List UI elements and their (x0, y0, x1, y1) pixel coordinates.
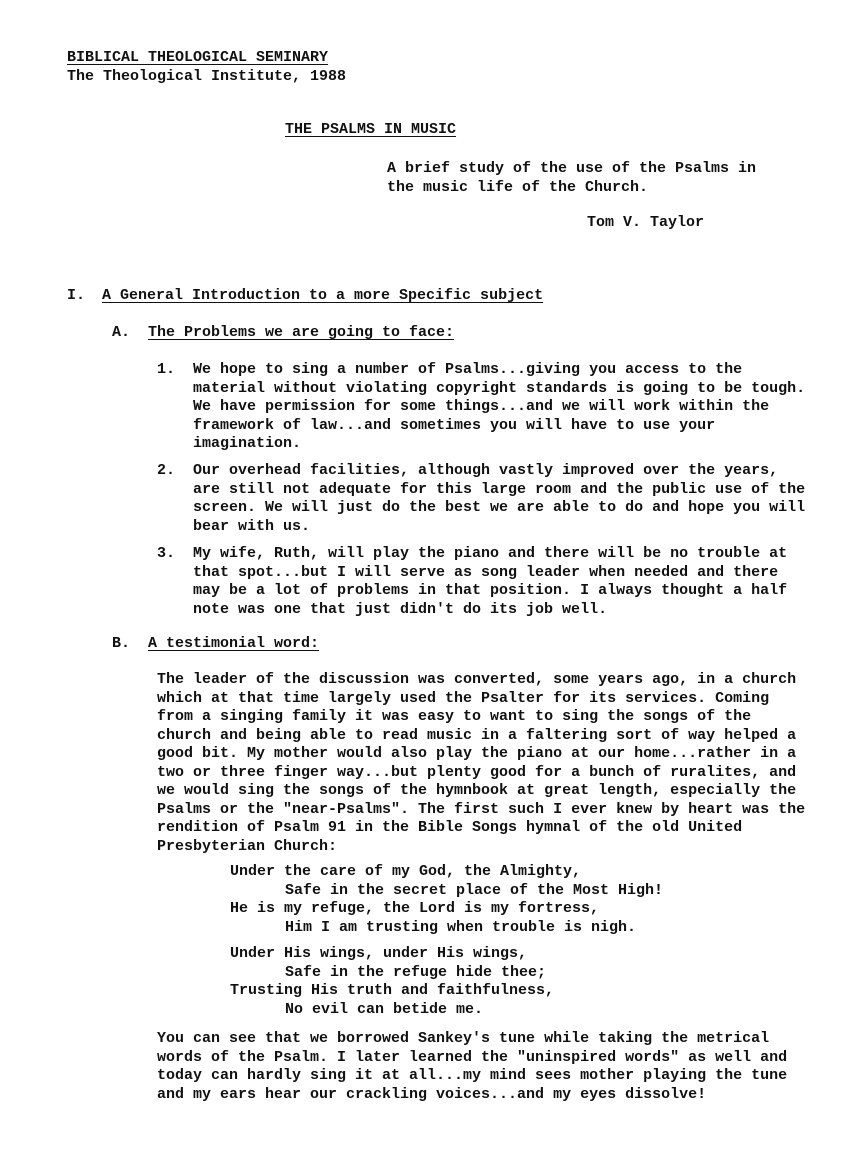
problem-item-2 (157, 462, 807, 536)
section-b-number: B. (112, 635, 131, 652)
item-number: 3. (157, 545, 176, 562)
author-name: Tom V. Taylor (587, 214, 705, 231)
section-1-number: I. (67, 287, 86, 304)
seminary-name: BIBLICAL THEOLOGICAL SEMINARY (67, 49, 329, 66)
verse-line: Safe in the refuge hide thee; (285, 963, 547, 981)
item-text: My wife, Ruth, will play the piano and there will be no trouble at that spot...but I will serve as song leader when needed and there may be a lot of problems in that position. I always thought a half note was one that just didn't do its job well. (193, 545, 788, 618)
verse-line: Under the care of my God, the Almighty, (230, 863, 582, 880)
section-a-number: A. (112, 324, 131, 341)
item-text: Our overhead facilities, although vastly improved over the years, are still not adequate for this large room and the public use of the screen. We will just do the best we are able to do and hope you will bear with us. (193, 462, 806, 535)
document-subtitle: A brief study of the use of the Psalms in the music life of the Church. (387, 160, 757, 196)
verse-line: Him I am trusting when trouble is nigh. (285, 918, 637, 936)
problem-item-3 (157, 545, 807, 619)
verse-line: No evil can betide me. (285, 1000, 484, 1018)
closing-paragraph: You can see that we borrowed Sankey's tune while taking the metrical words of the Psalm. I later learned the "uninspired words" as well and today can hardly sing it at all...my mind sees mother playing the tune and my ears hear our crackling voices...and my eyes dissolve! (157, 1030, 788, 1103)
section-b-label: A testimonial word: (148, 635, 320, 652)
item-number: 2. (157, 462, 176, 479)
institute-line: The Theological Institute, 1988 (67, 67, 347, 85)
psalm-91-verse (230, 863, 663, 1019)
item-text: We hope to sing a number of Psalms...giving you access to the material without violating copyright standards is going to be tough. We have permission for some things...and we will work within the framework of law...and sometimes you will have to use your imagination. (193, 361, 806, 452)
verse-line: Under His wings, under His wings, (230, 945, 528, 962)
verse-line: Safe in the secret place of the Most High! (285, 881, 664, 899)
section-a-label: The Problems we are going to face: (148, 324, 455, 341)
document-header (67, 49, 346, 86)
section-1-label: A General Introduction to a more Specific subject (102, 287, 544, 304)
testimonial-paragraph: The leader of the discussion was converted, some years ago, in a church which at that time largely used the Psalter for its services. Coming from a singing family it was easy to want to sing the songs of the church and being able to read music in a faltering sort of way helped a good bit. My mother would also play the piano at our home...rather in a two or three finger way...but plenty good for a bunch of ruralites, and we would sing the songs of the hymnbook at great length, especially the Psalms or the "near-Psalms". The first such I ever knew by heart was the rendition of Psalm 91 in the Bible Songs hymnal of the old United Presbyterian Church: (157, 671, 806, 855)
item-number: 1. (157, 361, 176, 378)
document-title: THE PSALMS IN MUSIC (285, 121, 457, 138)
problem-item-1 (157, 361, 807, 454)
verse-line: He is my refuge, the Lord is my fortress, (230, 900, 600, 917)
verse-line: Trusting His truth and faithfulness, (230, 982, 555, 999)
